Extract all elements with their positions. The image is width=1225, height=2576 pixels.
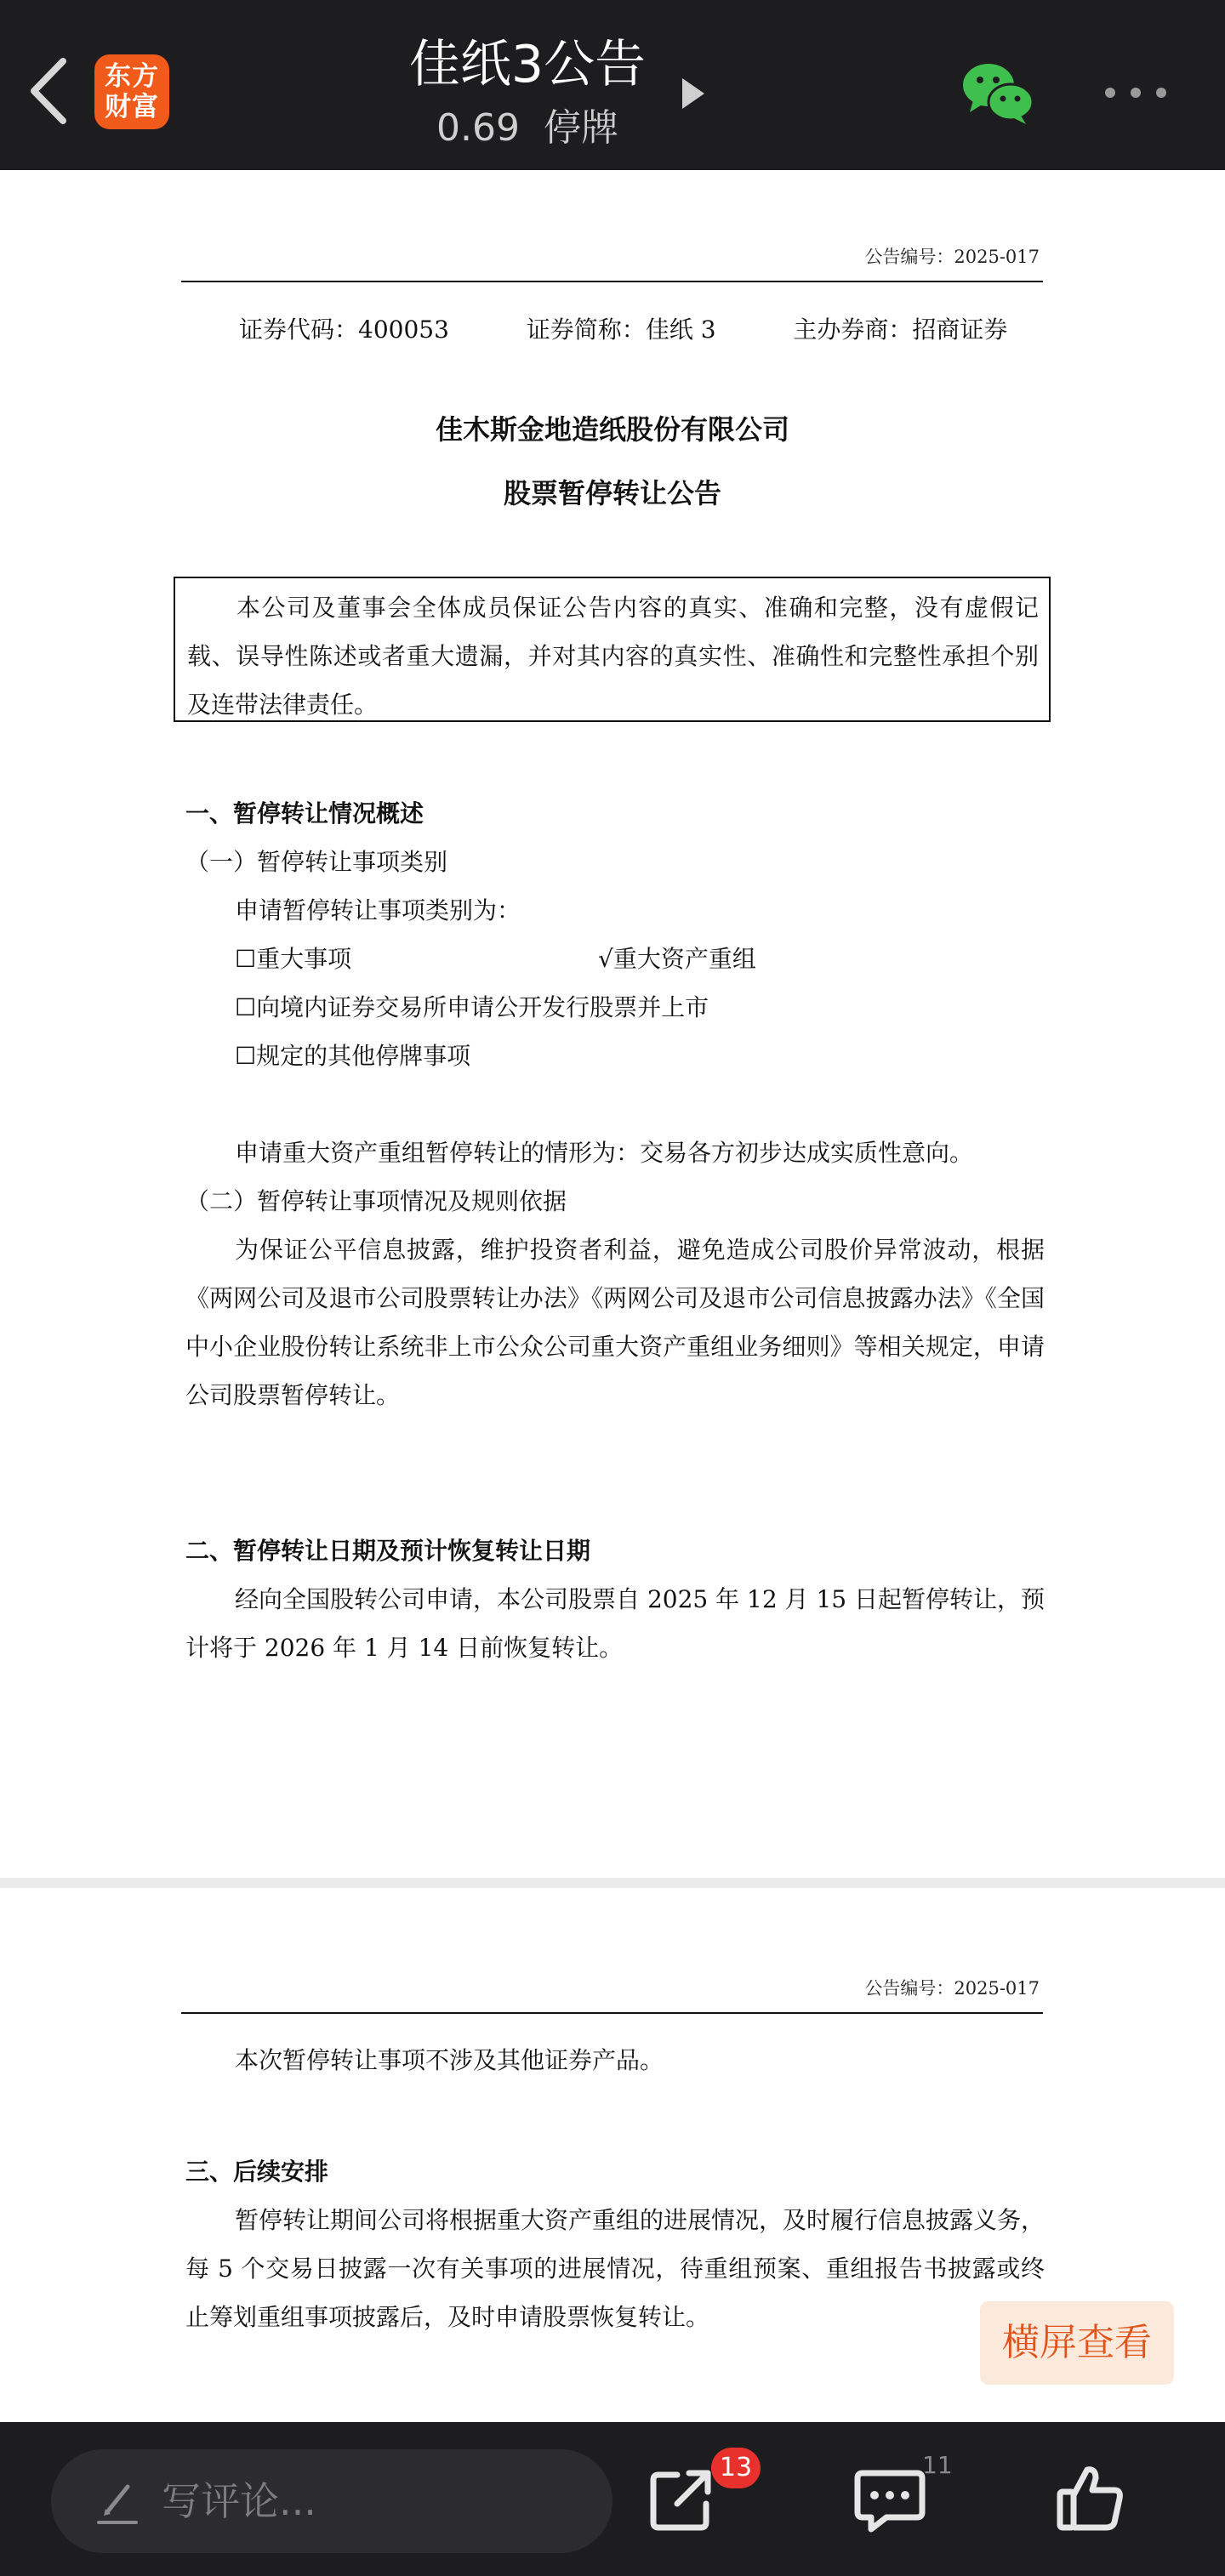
header-divider-p2 [181, 2012, 1043, 2014]
comment-input[interactable] [51, 2449, 612, 2553]
option-other: ☐规定的其他停牌事项 [235, 1042, 471, 1070]
like-button[interactable] [1057, 2463, 1125, 2533]
dates-paragraph: 经向全国股转公司申请，本公司股票自 2025 年 12 月 15 日起暂停转让，预计将于 2026 年 1 月 14 日前恢复转让。 [185, 1585, 1045, 1662]
quote-expand-button[interactable] [679, 75, 708, 112]
share-button[interactable] [648, 2465, 716, 2533]
subsection-2-heading: （二）暂停转让事项情况及规则依据 [185, 1187, 567, 1215]
message-icon [854, 2468, 926, 2534]
page-title: 佳纸3公告 [408, 35, 647, 94]
bottom-action-bar [0, 2422, 1225, 2576]
chevron-left-icon [24, 53, 75, 129]
section-3-heading: 三、后续安排 [185, 2158, 329, 2186]
play-triangle-icon [679, 75, 708, 112]
share-icon [648, 2465, 716, 2533]
comment-count: 11 [922, 2451, 953, 2479]
share-count-badge: 13 [711, 2448, 761, 2488]
document-page-1 [0, 170, 1225, 1878]
option-asset-restructure: √重大资产重组 [598, 945, 756, 973]
rules-paragraph: 为保证公平信息披露，维护投资者利益，避免造成公司股价异常波动，根据《两网公司及退市公司股票转让办法》《两网公司及退市公司信息披露办法》《全国中小企业股份转让系统非上市公众公司重大资产重组业务细则》等相关规定，申请公司股票暂停转让。 [185, 1236, 1045, 1409]
comment-placeholder: 写评论... [162, 2478, 316, 2524]
stock-title-block[interactable] [357, 31, 698, 155]
restructure-reason: 申请重大资产重组暂停转让的情形为：交易各方初步达成实质性意向。 [235, 1139, 974, 1167]
page-separator [0, 1878, 1225, 1888]
back-button[interactable] [24, 53, 75, 129]
wechat-share-button[interactable] [960, 60, 1036, 128]
option-major-event: ☐重大事项 [235, 945, 352, 973]
stock-quote-line [357, 102, 698, 155]
pen-icon [95, 2478, 140, 2526]
security-info-row [239, 311, 1007, 345]
top-navigation-bar [0, 0, 1225, 170]
section-2-heading: 二、暂停转让日期及预计恢复转让日期 [185, 1537, 591, 1565]
more-options-button[interactable] [1102, 82, 1170, 104]
option-ipo-listing: ☐向境内证券交易所申请公开发行股票并上市 [235, 993, 709, 1021]
sponsor-broker: 主办券商：招商证券 [793, 316, 1008, 344]
company-name: 佳木斯金地造纸股份有限公司 [435, 413, 789, 446]
wechat-icon [960, 60, 1036, 128]
no-other-products-line: 本次暂停转让事项不涉及其他证券产品。 [235, 2046, 664, 2074]
more-dots-icon [1102, 82, 1170, 104]
subsection-1-heading: （一）暂停转让事项类别 [185, 848, 448, 876]
security-abbr: 证券简称：佳纸 3 [526, 316, 716, 344]
header-divider [181, 281, 1043, 282]
thumbs-up-icon [1057, 2463, 1125, 2533]
announcement-number: 公告编号：2025-017 [864, 247, 1040, 267]
eastmoney-logo [94, 54, 169, 129]
trading-status: 停牌 [543, 106, 618, 150]
document-title: 股票暂停转让公告 [503, 477, 721, 509]
apply-category-line: 申请暂停转让事项类别为： [235, 896, 521, 924]
stock-price: 0.69 [436, 106, 520, 150]
security-code: 证券代码：400053 [239, 316, 449, 344]
logo-line-2: 财富 [105, 92, 159, 122]
logo-line-1: 东方 [105, 61, 159, 92]
comments-button[interactable] [854, 2468, 926, 2534]
disclaimer-box: 本公司及董事会全体成员保证公告内容的真实、准确和完整，没有虚假记载、误导性陈述或者重大遗漏，并对其内容的真实性、准确性和完整性承担个别及连带法律责任。 [174, 577, 1051, 722]
announcement-number-p2: 公告编号：2025-017 [864, 1978, 1040, 1999]
landscape-view-button[interactable]: 横屏查看 [980, 2301, 1174, 2385]
section-1-heading: 一、暂停转让情况概述 [185, 799, 424, 827]
followup-paragraph: 暂停转让期间公司将根据重大资产重组的进展情况，及时履行信息披露义务，每 5 个交易日披露一次有关事项的进展情况，待重组预案、重组报告书披露或终止筹划重组事项披露后，及时申请股票恢复转让。 [185, 2206, 1046, 2331]
